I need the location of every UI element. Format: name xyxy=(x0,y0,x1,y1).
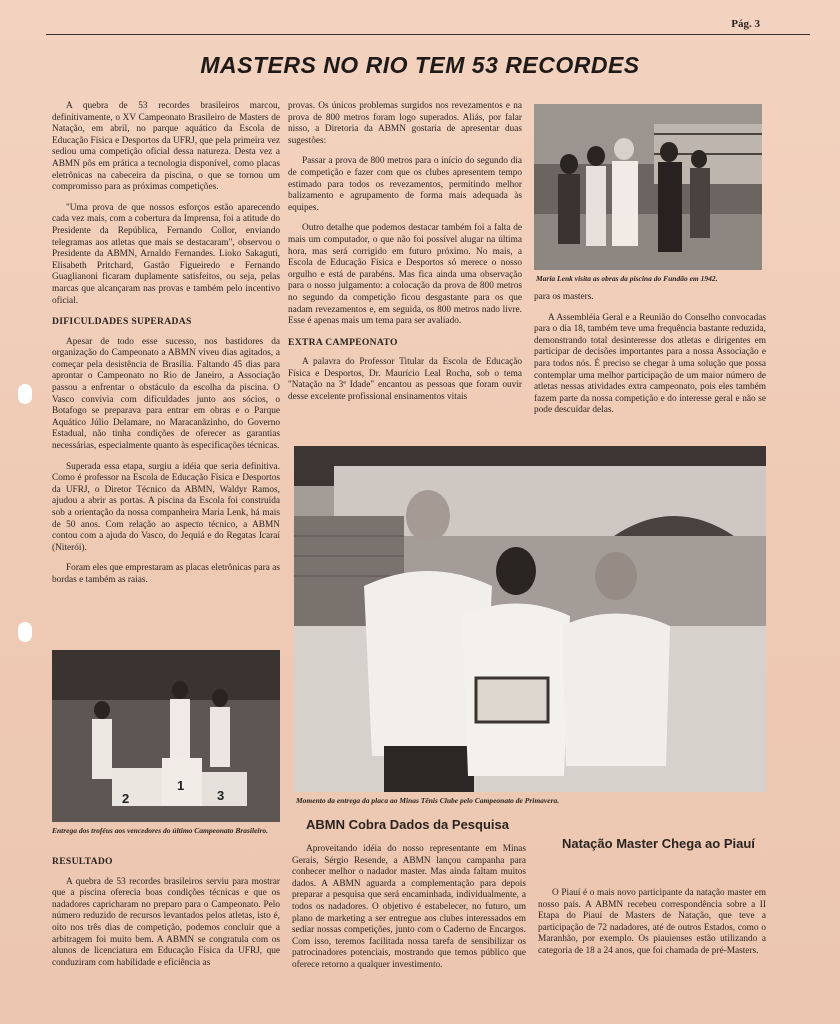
subhead: EXTRA CAMPEONATO xyxy=(288,336,398,348)
svg-text:3: 3 xyxy=(217,788,225,803)
photo-podio xyxy=(52,650,280,822)
headline: MASTERS NO RIO TEM 53 RECORDES xyxy=(200,52,640,78)
paragraph: A quebra de 53 recordes brasileiros serviu para mostrar que a piscina oferecia boas condições técnicas e que os nadadores capricharam no preparo para o Campeonato. Pelo número reduzido de recursos levantados pelos atletas, isto é, oito nos três dias de competição, podemos concluir que a arbitragem foi muito bem. A ABMN se congratula com os alunos de licenciatura em Educação Física da UFRJ, que conduziram com habilidade e eficiência as xyxy=(52,876,280,968)
paragraph: Aproveitando idéia do nosso representante em Minas Gerais, Sérgio Resende, a ABMN lançou campanha para conhecer melhor o nadador master. Mas ainda faltam muitos dados. A ABMN aguarda a complementação para depois preparar a pesquisa que será encaminhada, individualmente, a todos os nadadores. O objetivo é estabelecer, no futuro, um plano de marketing a ser entregue aos clubes interessados em sediar nossas competições, junto com o Caderno de Encargos. Com isso, teremos facilitada nossa tarefa de sensibilizar os patrocinadores potenciais, mostrando que temos público que oferece retorno a qualquer investimento. xyxy=(292,844,526,970)
column-1 xyxy=(52,101,280,596)
subhead: DIFICULDADES SUPERADAS xyxy=(52,316,192,328)
photo-maria-lenk xyxy=(534,104,762,270)
paragraph: Apesar de todo esse sucesso, nos bastidores da organização do Campeonato a ABMN viveu dias agitados, a começar pela desistência de Brasília. Faltando 45 dias para aprontar o Campeonato no Rio de Janeiro, a Associação passou a enfrentar o obstáculo da escolha da piscina. O Vasco convivia com dificuldades junto aos sócios, o Botafogo se preparava para entrar em obras e o Parque Aquático Júlio Delamare, no Maracanãzinho, do Governo Estadual, não tinha condições de oferecer as garantias necessárias, especialmente quanto às especificações técnicas. xyxy=(52,336,280,452)
column-piaui xyxy=(538,888,766,967)
caption-placa: Momento da entrega da placa ao Minas Tênis Clube pelo Campeonato de Primavera. xyxy=(296,796,560,805)
binder-hole-bottom xyxy=(18,622,32,642)
svg-text:2: 2 xyxy=(122,791,130,806)
headline-abmn-cobra: ABMN Cobra Dados da Pesquisa xyxy=(306,817,509,832)
column-2 xyxy=(288,101,522,413)
paragraph: Passar a prova de 800 metros para o início do segundo dia de competição e fazer com que os clubes apresentem tempo estimado para todos os revezamentos, permitindo melhor balizamento e agrupamento de forma mais adequada às equipes. xyxy=(288,156,522,213)
column-abmn xyxy=(292,844,526,981)
photo-podio-image xyxy=(52,650,280,822)
binder-hole-top xyxy=(18,384,32,404)
headline-piaui: Natação Master Chega ao Piauí xyxy=(562,836,755,851)
photo-placa-entrega-image xyxy=(294,446,766,792)
paragraph: Superada essa etapa, surgiu a idéia que seria definitiva. Como é professor na Escola de Educação Física e Desportos da UFRJ, o Diretor Técnico da ABMN, Waldyr Ramos, ajudou a abrir as portas. A piscina da Escola foi construída sob a orientação da nossa companheira Maria Lenk, há mais de 50 anos. Com relação ao aspecto técnico, a ABMN contou com a ajuda do Vasco, do Jequiá e do Regatas Icaraí (Niterói). xyxy=(52,461,280,553)
caption-maria-lenk: Maria Lenk visita as obras da piscina do Fundão em 1942. xyxy=(536,274,718,283)
paragraph: A palavra do Professor Titular da Escola de Educação Física e Desportos, Dr. Maurício Leal Rocha, sob o tema "Natação na 3ª Idade" encantou as pessoas que foram ouvir desse excelente profissional ensinamentos vitais xyxy=(288,357,522,403)
photo-maria-lenk-image xyxy=(534,104,762,270)
caption-podio: Entrega dos troféus aos vencedores do último Campeonato Brasileiro. xyxy=(52,826,269,835)
photo-placa-entrega xyxy=(294,446,766,792)
column-resultado xyxy=(52,856,280,978)
paragraph: Foram eles que emprestaram as placas eletrônicas para as bordas e também as raias. xyxy=(52,563,280,585)
paragraph: A quebra de 53 recordes brasileiros marcou, definitivamente, o XV Campeonato Brasileiro de Masters de Natação, em abril, no parque aquático da Escola de Educação Física e Desportos da UFRJ, que pela primeira vez sediou uma competição oficial dessa natureza. Desta vez a ABMN pôs em prática a tecnologia disponível, como placas eletrônicas na cabeceira da piscina, o que se tornou um compromisso para as próximas competições. xyxy=(52,101,280,193)
page-number: Pág. 3 xyxy=(731,18,760,30)
subhead: RESULTADO xyxy=(52,856,113,867)
paragraph: para os masters. xyxy=(534,292,594,302)
paragraph: A Assembléia Geral e a Reunião do Conselho convocadas para o dia 18, também teve uma frequência bastante reduzida, demonstrando total desinteresse dos atletas e dirigentes em participar de decisões importantes para a nossa Associação e para todos nós. É preciso se chegar à uma solução que possa contemplar uma melhor participação de um maior número de atletas nessas atividades extra campeonato, pois eles também fazem parte da nossa competição e do interesse geral e não se pode descuidar delas. xyxy=(534,312,766,416)
paragraph: "Uma prova de que nossos esforços estão aparecendo cada vez mais, com a cobertura da Imprensa, foi a atitude do Presidente da República, Fernando Collor, enviando telegramas aos atletas que mais se destacaram", observou o Presidente da ABMN, Arnaldo Fernandes. Lioko Sakaguti, Elisabeth Pritchard, Gastão Figueiredo e Fernando Guaglianoni ficaram duplamente satisfeitos, ou seja, pelas marcas que alcançaram nas provas e também pelo incentivo oficial. xyxy=(52,202,280,306)
column-3 xyxy=(534,292,766,426)
paragraph: O Piauí é o mais novo participante da natação master em nosso país. A ABMN recebeu correspondência sobre a II Etapa do Piauí de Masters de Natação, que teve a participação de 72 nadadores, até de outros Estados, como o Maranhão, por exemplo. Os piauienses estão utilizando a categoria de 18 a 24 anos, que foi chamada de pré-Masters. xyxy=(538,888,766,956)
paragraph: provas. Os únicos problemas surgidos nos revezamentos e na prova de 800 metros foram logo superados. Aliás, por falar nisso, a Diretoria da ABMN gostaria de apresentar duas sugestões: xyxy=(288,101,522,146)
svg-text:1: 1 xyxy=(177,778,185,793)
top-rule xyxy=(46,34,810,35)
paragraph: Outro detalhe que podemos destacar também foi a falta de mais um computador, o que não foi possível alugar na última hora, mas será corrigido em futuro próximo. No mais, a Escola de Educação Física e Desportos só merece o nosso orgulho e está de parabéns. Mas fica ainda uma observação para o nosso julgamento: a colocação da prova de 800 metros no segundo da competição ficou desgastante para os que nadam revezamentos e, em seguida, os 800 metros nado livre. Esse é apenas mais um tema para ser avaliado. xyxy=(288,223,522,327)
